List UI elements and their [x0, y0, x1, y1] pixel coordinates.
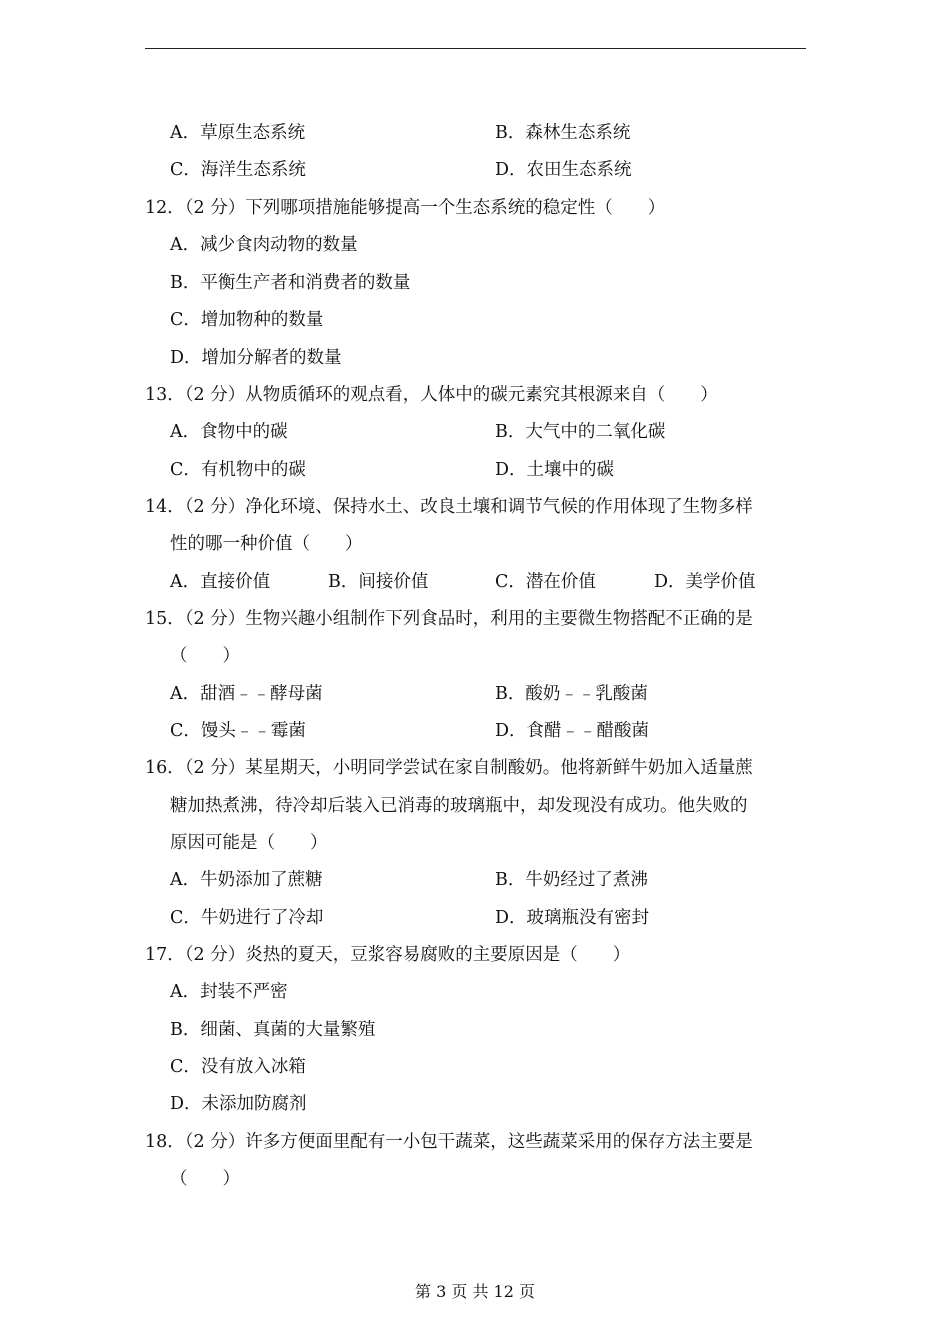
q11-option-d: D．农田生态系统 [495, 160, 632, 180]
q17-option-b: B．细菌、真菌的大量繁殖 [170, 1020, 376, 1040]
q17-option-a: A．封装不严密 [170, 982, 288, 1002]
q11-option-b: B．森林生态系统 [495, 123, 631, 143]
q15-stem-line2: （ ） [170, 646, 240, 666]
q13-stem: 13．（2 分）从物质循环的观点看，人体中的碳元素究其根源来自（ ） [145, 385, 718, 405]
q15-option-c: C．馒头﹣﹣霉菌 [170, 721, 306, 741]
q17-option-d: D．未添加防腐剂 [170, 1094, 307, 1114]
q15-stem-line1: 15．（2 分）生物兴趣小组制作下列食品时，利用的主要微生物搭配不正确的是 [145, 609, 753, 629]
q13-option-a: A．食物中的碳 [170, 422, 288, 442]
q18-stem-line2: （ ） [170, 1169, 240, 1189]
q16-option-d: D．玻璃瓶没有密封 [495, 908, 650, 928]
q16-stem-line3: 原因可能是（ ） [170, 833, 328, 853]
page-footer: 第 3 页 共 12 页 [415, 1282, 535, 1301]
q14-option-b: B．间接价值 [328, 572, 429, 592]
q13-option-c: C．有机物中的碳 [170, 460, 306, 480]
q15-option-d: D．食醋﹣﹣醋酸菌 [495, 721, 650, 741]
q14-option-d: D．美学价值 [654, 572, 756, 592]
q18-stem-line1: 18．（2 分）许多方便面里配有一小包干蔬菜，这些蔬菜采用的保存方法主要是 [145, 1132, 753, 1152]
q17-option-c: C．没有放入冰箱 [170, 1057, 306, 1077]
q16-stem-line2: 糖加热煮沸，待冷却后装入已消毒的玻璃瓶中，却发现没有成功。他失败的 [170, 796, 748, 816]
q11-option-a: A．草原生态系统 [170, 123, 306, 143]
q11-option-c: C．海洋生态系统 [170, 160, 306, 180]
q12-option-a: A．减少食肉动物的数量 [170, 235, 358, 255]
q14-stem-line2: 性的哪一种价值（ ） [170, 534, 363, 554]
q14-option-c: C．潜在价值 [495, 572, 596, 592]
q13-option-d: D．土壤中的碳 [495, 460, 615, 480]
q12-stem: 12．（2 分）下列哪项措施能够提高一个生态系统的稳定性（ ） [145, 198, 666, 218]
q15-option-a: A．甜酒﹣﹣酵母菌 [170, 684, 323, 704]
q12-option-c: C．增加物种的数量 [170, 310, 324, 330]
q16-option-b: B．牛奶经过了煮沸 [495, 870, 648, 890]
header-rule [145, 48, 806, 49]
q14-option-a: A．直接价值 [170, 572, 271, 592]
q16-option-a: A．牛奶添加了蔗糖 [170, 870, 323, 890]
q13-option-b: B．大气中的二氧化碳 [495, 422, 666, 442]
q12-option-d: D．增加分解者的数量 [170, 348, 342, 368]
q16-option-c: C．牛奶进行了冷却 [170, 908, 324, 928]
q12-option-b: B．平衡生产者和消费者的数量 [170, 273, 411, 293]
q16-stem-line1: 16．（2 分）某星期天，小明同学尝试在家自制酸奶。他将新鲜牛奶加入适量蔗 [145, 758, 753, 778]
q15-option-b: B．酸奶﹣﹣乳酸菌 [495, 684, 648, 704]
q14-stem-line1: 14．（2 分）净化环境、保持水土、改良土壤和调节气候的作用体现了生物多样 [145, 497, 753, 517]
q17-stem: 17．（2 分）炎热的夏天，豆浆容易腐败的主要原因是（ ） [145, 945, 631, 965]
